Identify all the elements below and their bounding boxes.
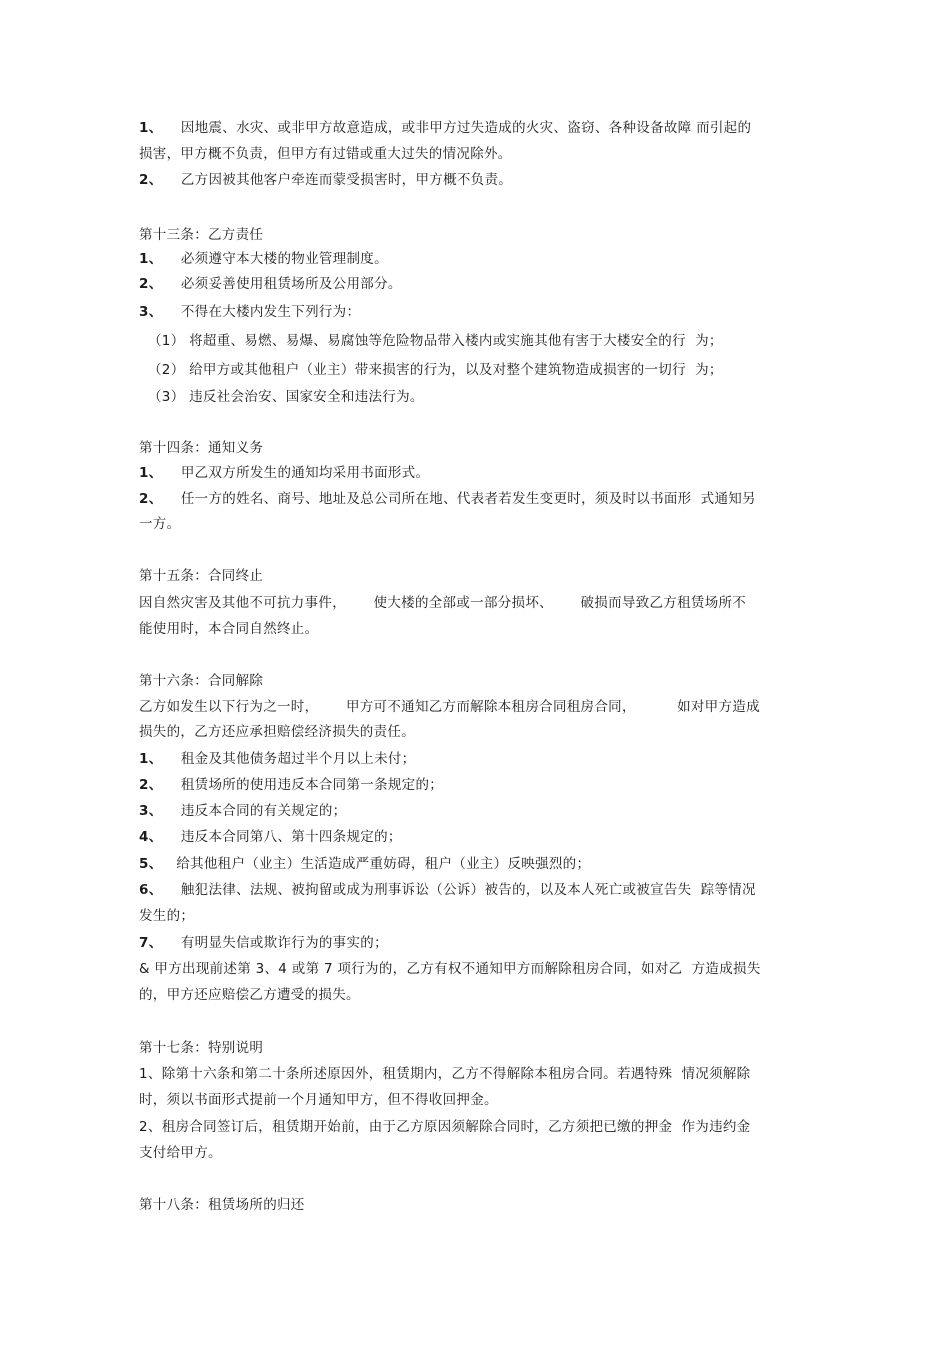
s16-item-7 — [139, 934, 388, 952]
s16-item-4 — [139, 828, 402, 846]
s14-item-2-cont: 一方。 — [139, 516, 181, 532]
s15-paragraph-cont: 能使用时，本合同自然终止。 — [139, 621, 319, 637]
item-text: 任一方的姓名、商号、地址及总公司所在地、代表者若发生变更时，须及时以书面形 式通知另 — [180, 491, 756, 507]
item-text: 触犯法律、法规、被拘留或成为刑事诉讼（公诉）被告的，以及本人死亡或被宣告失 踪等情况 — [180, 882, 756, 898]
s16-item-8-cont: 的，甲方还应赔偿乙方遭受的损失。 — [139, 987, 360, 1003]
s16-item-6 — [139, 881, 756, 899]
s16-item-5 — [139, 855, 590, 873]
s15-heading: 第十五条：合同终止 — [139, 568, 264, 584]
s13-item-2 — [139, 275, 402, 293]
item-text: 必须妥善使用租赁场所及公用部分。 — [180, 276, 402, 292]
item-number: 2、 — [139, 276, 163, 292]
item-text: 给其他租户（业主）生活造成严重妨碍，租户（业主）反映强烈的； — [176, 856, 591, 872]
s16-heading: 第十六条：合同解除 — [139, 673, 264, 689]
item-number: 1、 — [139, 465, 163, 481]
item-number: 1、 — [139, 120, 163, 136]
item-number: 1、 — [139, 751, 163, 767]
s12-item-2 — [139, 171, 512, 189]
item-text: 乙方因被其他客户牵连而蒙受损害时，甲方概不负责。 — [180, 172, 513, 188]
s17-item-1-cont: 时，须以书面形式提前一个月通知甲方，但不得收回押金。 — [139, 1092, 498, 1108]
s13-subitem-2 — [148, 361, 723, 379]
s17-item-2-cont: 支付给甲方。 — [139, 1145, 222, 1161]
s16-item-8: & 甲方出现前述第 3、4 或第 7 项行为的，乙方有权不通知甲方而解除租房合同，如对乙 方造成损失 — [139, 961, 761, 977]
item-text: 违反本合同第八、第十四条规定的； — [180, 829, 402, 845]
item-text: 因地震、水灾、或非甲方故意造成，或非甲方过失造成的火灾、盗窃、各种设备故障 而引起的 — [180, 120, 752, 136]
item-number: 2、 — [139, 172, 163, 188]
s14-item-1 — [139, 464, 429, 482]
subitem-text: 给甲方或其他租户（业主）带来损害的行为，以及对整个建筑物造成损害的一切行 为； — [189, 362, 723, 378]
s13-subitem-1 — [148, 332, 723, 350]
subitem-text: 将超重、易燃、易爆、易腐蚀等危险物品带入楼内或实施其他有害于大楼安全的行 为； — [189, 333, 723, 349]
item-number: 5、 — [139, 856, 163, 872]
item-text: 有明显失信或欺诈行为的事实的； — [180, 935, 388, 951]
subitem-number: （3） — [148, 389, 185, 405]
s16-paragraph-cont: 损失的，乙方还应承担赔偿经济损失的责任。 — [139, 724, 415, 740]
s16-paragraph: 乙方如发生以下行为之一时， 甲方可不通知乙方而解除本租房合同租房合同， 如对甲方造成 — [139, 699, 760, 715]
s17-heading: 第十七条：特别说明 — [139, 1040, 264, 1056]
subitem-text: 违反社会治安、国家安全和违法行为。 — [189, 389, 424, 405]
s17-item-1: 1、除第十六条和第二十条所述原因外，租赁期内，乙方不得解除本租房合同。若遇特殊 情况须解除 — [139, 1066, 751, 1082]
s15-paragraph: 因自然灾害及其他不可抗力事件， 使大楼的全部或一部分损坏、 破损而导致乙方租赁场所不 — [139, 595, 747, 611]
item-number: 2、 — [139, 491, 163, 507]
s14-item-2 — [139, 490, 756, 508]
s16-item-3 — [139, 802, 346, 820]
s13-item-1 — [139, 250, 388, 268]
s14-heading: 第十四条：通知义务 — [139, 440, 264, 456]
item-text: 租赁场所的使用违反本合同第一条规定的； — [180, 777, 444, 793]
s16-item-6-cont: 发生的； — [139, 908, 195, 924]
item-text: 不得在大楼内发生下列行为： — [180, 304, 361, 320]
s18-heading: 第十八条：租赁场所的归还 — [139, 1197, 305, 1213]
s17-item-2: 2、租房合同签订后，租赁期开始前，由于乙方原因须解除合同时，乙方须把已缴的押金 作为违约金 — [139, 1119, 751, 1135]
item-number: 4、 — [139, 829, 163, 845]
item-number: 6、 — [139, 882, 163, 898]
subitem-number: （2） — [148, 362, 185, 378]
s13-heading: 第十三条：乙方责任 — [139, 227, 264, 243]
item-number: 1、 — [139, 251, 163, 267]
item-number: 7、 — [139, 935, 163, 951]
item-text: 租金及其他债务超过半个月以上未付； — [180, 751, 416, 767]
item-text: 违反本合同的有关规定的； — [180, 803, 347, 819]
item-number: 3、 — [139, 304, 163, 320]
item-number: 2、 — [139, 777, 163, 793]
s13-item-3 — [139, 303, 360, 321]
item-number: 3、 — [139, 803, 163, 819]
item-text: 甲乙双方所发生的通知均采用书面形式。 — [180, 465, 430, 481]
s12-item-1 — [139, 119, 751, 137]
s16-item-1 — [139, 750, 415, 768]
s16-item-2 — [139, 776, 443, 794]
s12-item-1-cont: 损害，甲方概不负责，但甲方有过错或重大过失的情况除外。 — [139, 146, 512, 162]
subitem-number: （1） — [148, 333, 185, 349]
s13-subitem-3 — [148, 388, 424, 406]
item-text: 必须遵守本大楼的物业管理制度。 — [180, 251, 388, 267]
